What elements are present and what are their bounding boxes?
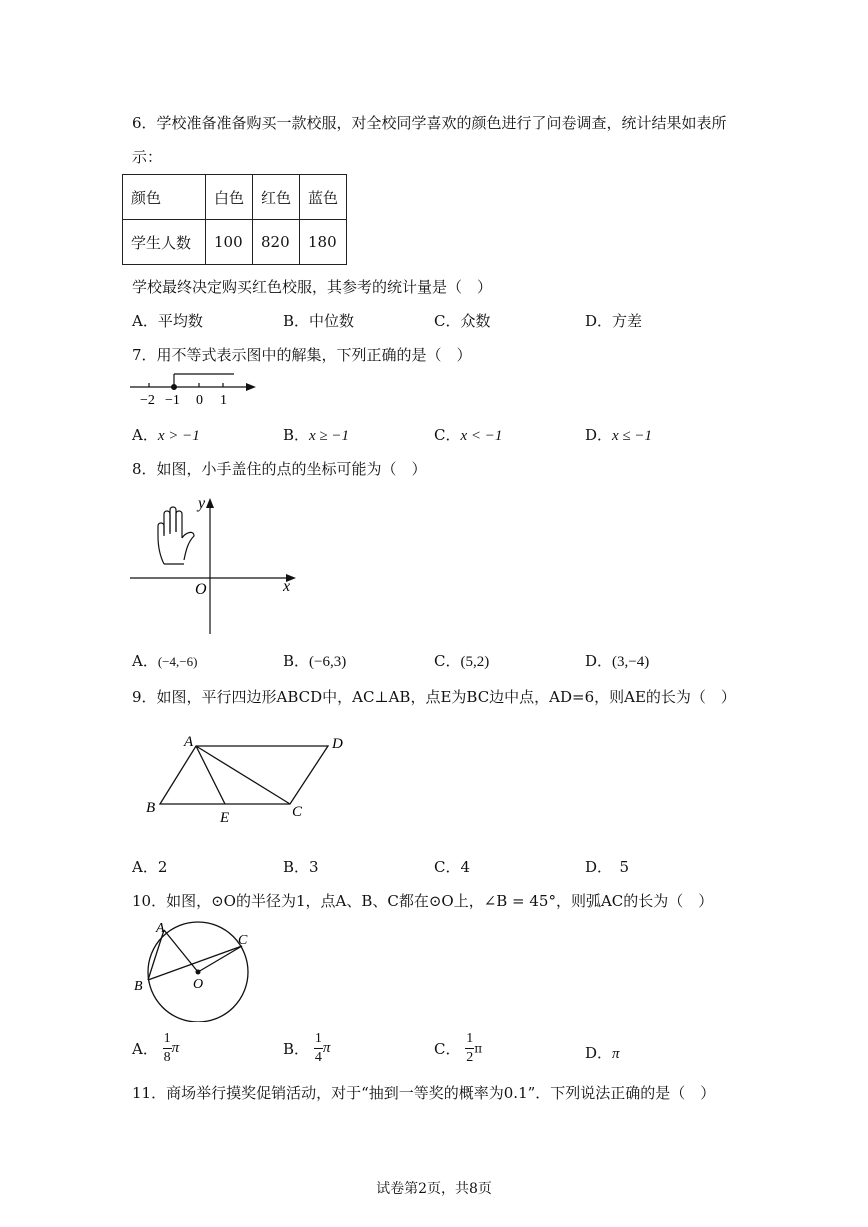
q7-option-c: [434, 424, 502, 445]
page-footer: 试卷第2页，共8页: [376, 1181, 492, 1197]
hand-icon: [158, 507, 194, 564]
option-letter: C．: [434, 1040, 461, 1058]
center-label-o: O: [193, 977, 204, 992]
q10-stem: 10．如图，⊙O的半径为1，点A、B、C都在⊙O上，∠B = 45°，则弧AC的长为（ ）: [132, 892, 714, 910]
point-label-b: B: [134, 979, 143, 994]
y-axis-label: y: [198, 495, 206, 512]
q9-stem: 9．如图，平行四边形ABCD中，AC⊥AB，点E为BC边中点，AD=6，则AE的长为（ ）: [132, 688, 736, 706]
option-value: (3,−4): [612, 654, 650, 670]
q8-stem: 8．如图，小手盖住的点的坐标可能为（ ）: [132, 460, 427, 478]
vertex-label-a: A: [184, 734, 194, 750]
origin-label: O: [195, 581, 207, 598]
table-cell: 白色: [206, 175, 253, 220]
q6-question: 学校最终决定购买红色校服，其参考的统计量是（ ）: [132, 278, 493, 296]
q6-option-b: B．中位数: [283, 312, 355, 330]
point-label-a: A: [156, 921, 165, 936]
option-letter: B．: [283, 652, 310, 670]
table-cell: 820: [253, 220, 300, 265]
q10-option-a: [132, 1032, 179, 1065]
q8-option-d: [585, 650, 649, 671]
q6-stem-line1: 6．学校准备准备购买一款校服，对全校同学喜欢的颜色进行了问卷调查，统计结果如表所: [132, 114, 727, 132]
q8-option-a: [132, 650, 197, 671]
table-cell: 红色: [253, 175, 300, 220]
option-expr: x > −1: [157, 428, 200, 444]
q8-option-c: [434, 650, 489, 671]
tick-label: −2: [140, 393, 155, 408]
table-cell: 蓝色: [300, 175, 347, 220]
q7-option-a: [132, 424, 200, 445]
q9-parallelogram-figure: [140, 730, 360, 830]
q7-stem: 7．用不等式表示图中的解集，下列正确的是（ ）: [132, 346, 472, 364]
tick-label: −1: [165, 393, 180, 408]
q6-option-a: A．平均数: [132, 312, 203, 330]
option-value: (5,2): [460, 654, 490, 670]
pi-symbol: π: [171, 1040, 180, 1056]
q6-survey-table: [122, 174, 347, 265]
vertex-label-c: C: [292, 804, 303, 820]
option-letter: D．: [585, 426, 613, 444]
q9-option-b: B．3: [283, 858, 319, 876]
option-expr: x < −1: [460, 428, 503, 444]
pi-symbol: π: [322, 1040, 331, 1056]
q6-option-d: D．方差: [585, 312, 643, 330]
option-value: (−6,3): [309, 654, 347, 670]
pi-symbol: π: [612, 1046, 620, 1062]
vertex-label-d: D: [332, 736, 343, 752]
q10-option-b: [283, 1032, 330, 1065]
fraction: $\frac{1}{8}$: [163, 1031, 171, 1065]
fraction: $\frac{1}{4}$: [314, 1031, 322, 1065]
option-letter: D．: [585, 1044, 613, 1062]
option-letter: D．: [585, 652, 613, 670]
table-cell: 100: [206, 220, 253, 265]
q7-number-line: [126, 368, 262, 408]
q9-option-d: D． 5: [585, 858, 630, 876]
pi-symbol: π: [474, 1041, 483, 1056]
option-expr: x ≥ −1: [309, 428, 350, 444]
table-row: [123, 175, 347, 220]
q10-option-c: [434, 1032, 482, 1065]
option-value: (−4,−6): [157, 654, 198, 669]
q6-stem-line2: 示：: [132, 148, 163, 166]
x-axis-label: x: [283, 578, 291, 595]
table-row: [123, 220, 347, 265]
q8-option-b: [283, 650, 346, 671]
table-cell: 颜色: [123, 175, 206, 220]
q6-option-c: C．众数: [434, 312, 491, 330]
point-label-c: C: [238, 933, 248, 948]
point-label-e: E: [220, 810, 230, 826]
table-cell: 学生人数: [123, 220, 206, 265]
option-expr: x ≤ −1: [612, 428, 653, 444]
q7-option-b: [283, 424, 349, 445]
option-letter: B．: [283, 1040, 310, 1058]
option-letter: A．: [132, 652, 158, 670]
q10-option-d: [585, 1042, 620, 1063]
tick-label: 1: [220, 393, 227, 408]
tick-label: 0: [196, 393, 203, 408]
q7-option-d: [585, 424, 652, 445]
q10-circle-figure: [130, 918, 260, 1022]
option-letter: A．: [132, 1040, 158, 1058]
q11-stem: 11．商场举行摸奖促销活动，对于“抽到一等奖的概率为0.1”．下列说法正确的是（ ）: [132, 1084, 716, 1102]
option-letter: C．: [434, 652, 461, 670]
q8-coordinate-figure: [126, 490, 302, 636]
fraction: $\frac{1}{2}$: [466, 1031, 474, 1065]
option-letter: A．: [132, 426, 158, 444]
table-cell: 180: [300, 220, 347, 265]
q9-option-a: A．2: [132, 858, 168, 876]
vertex-label-b: B: [146, 800, 156, 816]
option-letter: C．: [434, 426, 461, 444]
q9-option-c: C．4: [434, 858, 471, 876]
option-letter: B．: [283, 426, 310, 444]
